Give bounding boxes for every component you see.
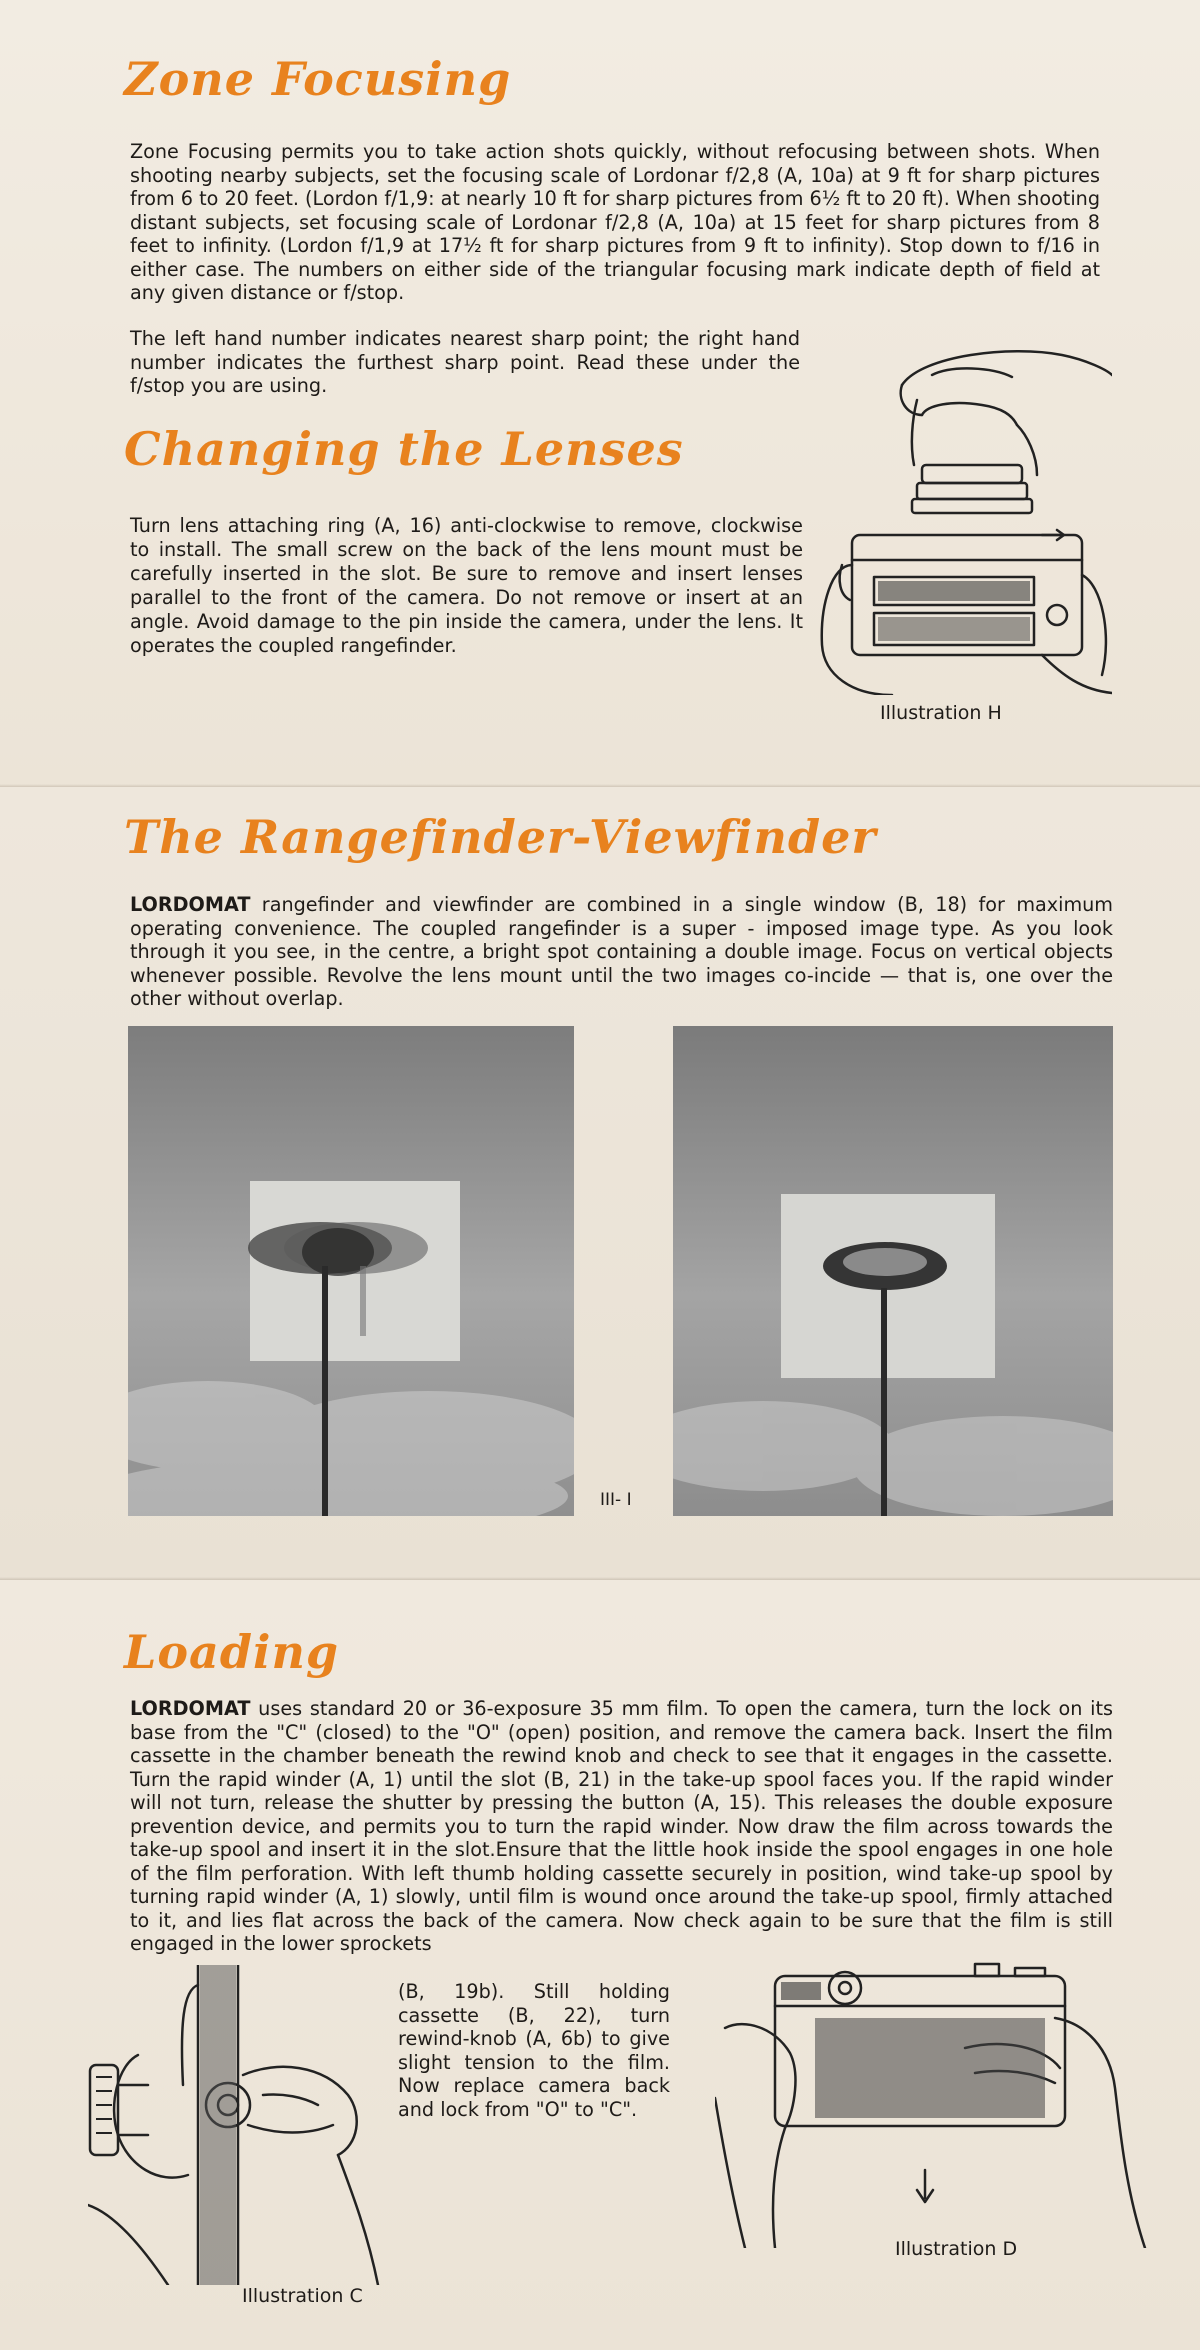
loading-paragraph-text: uses standard 20 or 36-exposure 35 mm film. To open the camera, turn the lock on its base from the "C" (closed) to the "O" (open) position, and remove the camera back. Insert the film cassette in the chamber beneath the rewind knob and check to see that it engages in the cassette. Turn the rapid winder (A, 1) until the slot (B, 21) in the take-up spool faces you. If the rapid winder will not turn, release the shutter by pressing the button (A, 15). This releases the double exposure prevention device, and permits you to turn the rapid winder. Now draw the film across towards the take-up spool and insert it in the slot.Ensure that the little hook inside the spool engages in one hole of the film perforation. With left thumb holding cassette securely in position, wind take-up spool by turning rapid winder (A, 1) slowly, until film is wound once around the take-up spool, firmly attached to it, and lies flat across the back of the camera. Now check again to be sure that the film is still engaged in the lower sprockets — [130, 1697, 1113, 1955]
illustration-d-caption: Illustration D — [895, 2238, 1018, 2260]
illustration-c-rewind — [88, 1965, 388, 2285]
changing-lenses-title: Changing the Lenses — [124, 422, 684, 476]
rangefinder-paragraph-text: rangefinder and viewfinder are combined in a single window (B, 18) for maximum operating convenience. The coupled rangefinder is a super - imposed image type. As you look through it you see, in the centre, a bright spot containing a double image. Focus on vertical objects whenever possible. Revolve the lens mount until the two images co-incide — that is, one over the other without overlap. — [130, 893, 1113, 1010]
changing-lenses-paragraph: Turn lens attaching ring (A, 16) anti-clockwise to remove, clockwise to install. The small screw on the back of the lens mount must be carefully inserted in the slot. Be sure to remove and insert lenses parallel to the front of the camera. Do not remove or insert at an angle. Avoid damage to the pin inside the camera, under the lens. It operates the coupled rangefinder. — [130, 514, 803, 657]
illustration-d-camera-back — [715, 1958, 1155, 2248]
rangefinder-photo-unfocused — [128, 1026, 574, 1516]
illustration-h-lens-change — [812, 345, 1112, 695]
rangefinder-brand: LORDOMAT — [130, 893, 251, 916]
loading-brand: LORDOMAT — [130, 1697, 251, 1720]
zone-focusing-paragraph: Zone Focusing permits you to take action shots quickly, without refocusing between shots. When shooting nearby subjects, set the focusing scale of Lordonar f/2,8 (A, 10a) at 9 ft for sharp pictures from 6 to 20 feet. (Lordon f/1,9: at nearly 10 ft for sharp pictures from 6½ ft to 20 ft). When shooting distant subjects, set focusing scale of Lordonar f/2,8 (A, 10a) at 15 feet for sharp pictures from 8 feet to infinity. (Lordon f/1,9 at 17½ ft for sharp pictures from 9 ft to infinity). Stop down to f/16 in either case. The numbers on either side of the triangular focusing mark indicate depth of field at any given distance or f/stop. — [130, 140, 1100, 304]
rangefinder-title: The Rangefinder-Viewfinder — [124, 810, 877, 864]
zone-focusing-title: Zone Focusing — [124, 52, 512, 106]
loading-paragraph-continued: (B, 19b). Still holding cassette (B, 22), turn rewind-knob (A, 6b) to give slight tension to the film. Now replace camera back and lock from "O" to "C". — [398, 1980, 670, 2121]
illustration-h-caption: Illustration H — [880, 702, 1002, 724]
loading-title: Loading — [124, 1625, 340, 1679]
loading-paragraph — [130, 1697, 1113, 1956]
zone-focusing-note: The left hand number indicates nearest sharp point; the right hand number indicates the furthest sharp point. Read these under the f/stop you are using. — [130, 327, 800, 397]
rangefinder-photo-focused — [673, 1026, 1113, 1516]
rangefinder-paragraph — [130, 893, 1113, 1011]
rangefinder-figure-label: III- I — [600, 1490, 632, 1510]
illustration-c-caption: Illustration C — [242, 2285, 363, 2307]
